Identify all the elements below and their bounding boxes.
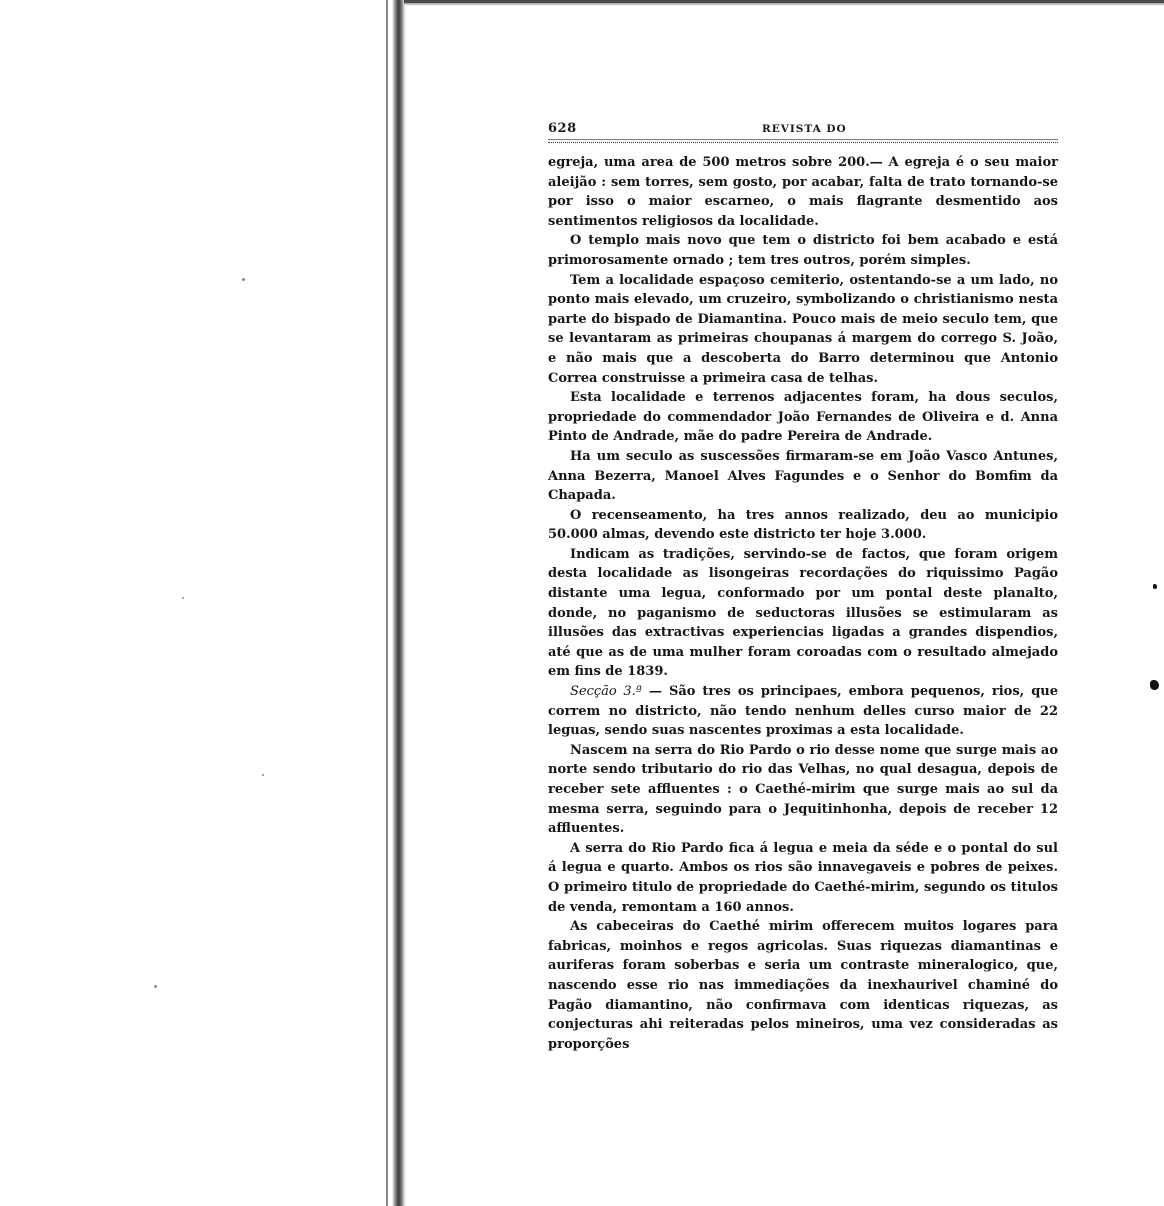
- paragraph-2: O templo mais novo que tem o districto foi bem acabado e está primorosamente ornado ; tem tres outros, porém simples.: [548, 233, 1058, 268]
- scan-speck: [182, 597, 184, 599]
- paragraph-3: Tem a localidade espaçoso cemiterio, ostentando-se a um lado, no ponto mais elevado, um cruzeiro, symbolizando o christianismo nesta parte do bispado de Diamantina. Pouco mais de meio seculo tem, que se levantaram as primeiras choupanas á margem do corrego S. João, e não mais que a descoberta do Barro determinou que Antonio Correa construisse a primeira casa de telhas.: [548, 272, 1058, 386]
- paragraph-11: As cabeceiras do Caethé mirim offerecem muitos logares para fabricas, moinhos e regos agricolas. Suas riquezas diamantinas e auriferas foram soberbas e seria um contraste mineralogico, que, nascendo esse rio nas immediações da inexhaurivel chaminé do Pagão diamantino, não confirmava com identicas riquezas, as conjecturas ahi reiteradas pelos mineiros, uma vez consideradas as proporções: [548, 919, 1058, 1052]
- page-binding-edge: [392, 0, 406, 1206]
- paragraph-1: egreja, uma area de 500 metros sobre 200.— A egreja é o seu maior aleijão : sem torres, sem gosto, por acabar, falta de trato tornando-se por isso o maior escarneo, o mais flagrante desmentido aos sentimentos religiosos da localidade.: [548, 155, 1058, 229]
- running-head-title: REVISTA DO: [762, 123, 847, 135]
- section-label: Secção 3.ª: [570, 684, 642, 700]
- paragraph-5: Ha um seculo as suscessões firmaram-se em João Vasco Antunes, Anna Bezerra, Manoel Alves Fagundes e o Senhor do Bomfim da Chapada.: [548, 448, 1058, 504]
- document-page: [548, 118, 1058, 1054]
- paragraph-8: [548, 682, 1058, 741]
- scan-speck: [262, 774, 264, 776]
- margin-ink-mark: [1150, 680, 1159, 690]
- scan-speck: [154, 985, 157, 988]
- paragraph-8-text: — São tres os principaes, embora pequenos, rios, que correm no districto, não tendo nenhum delles curso maior de 22 leguas, sendo suas nascentes proximas a esta localidade.: [548, 684, 1059, 739]
- paragraph-6: O recenseamento, ha tres annos realizado, deu ao municipio 50.000 almas, devendo este districto ter hoje 3.000.: [548, 507, 1058, 543]
- paragraph-7: Indicam as tradições, servindo-se de factos, que foram origem desta localidade as lisongeiras recordações do riquissimo Pagão distante uma legua, conformado por um pontal deste planalto, donde, no paganismo de seductoras illusões se estimularam as illusões das extractivas experiencias ligadas a grandes dispendios, até que as de uma mulher foram coroadas com o resultado almejado em fins de 1839.: [548, 546, 1058, 680]
- margin-ink-mark: [1153, 584, 1157, 589]
- scan-speck: [242, 278, 245, 281]
- paragraph-10: A serra do Rio Pardo fica á legua e meia da séde e o pontal do sul á legua e quarto. Ambos os rios são innavegaveis e pobres de peixes. O primeiro titulo de propriedade do Caethé-mirim, segundo os titulos de venda, remontam a 160 annos.: [548, 840, 1058, 915]
- paragraph-4: Esta localidade e terrenos adjacentes foram, ha dous seculos, propriedade do commendador João Fernandes de Oliveira e d. Anna Pinto de Andrade, mãe do padre Pereira de Andrade.: [548, 390, 1058, 445]
- page-top-edge-shadow: [404, 3, 1164, 6]
- running-head: [548, 118, 1058, 138]
- paragraph-9: Nascem na serra do Rio Pardo o rio desse nome que surge mais ao norte sendo tributario do rio das Velhas, no qual desagua, depois de receber sete affluentes : o Caethé-mirim que surge mais ao sul da mesma serra, seguindo para o Jequitinhonha, depois de receber 12 affluentes.: [548, 742, 1058, 837]
- header-rule: [548, 139, 1058, 143]
- body-text: [548, 153, 1058, 1054]
- page-number: 628: [548, 121, 577, 136]
- binding-shadow-line: [386, 0, 388, 1206]
